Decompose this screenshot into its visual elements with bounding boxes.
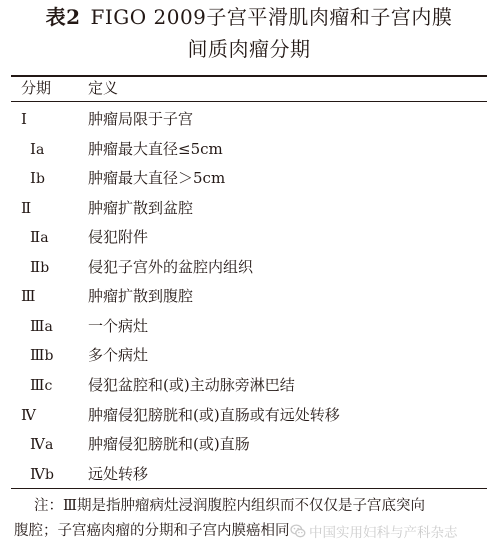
definition-cell: 肿瘤局限于子宫 [88,110,194,128]
table-bottom-rule [11,488,487,489]
table-header-rule [11,101,487,102]
stage-substage: a [44,318,53,335]
definition-cell: 肿瘤最大直径≤5cm [88,139,223,158]
table-row [0,286,498,316]
stage-cell [30,227,49,248]
stage-numeral: Ⅱ [30,257,41,276]
table-row [0,375,498,405]
stage-numeral: Ⅰ [21,110,27,128]
stage-substage: a [45,437,54,454]
stage-cell [21,286,35,306]
table-top-rule [11,75,487,77]
watermark-text: 中国实用妇科与产科杂志 [309,525,458,541]
watermark [290,519,458,543]
table-row [0,198,498,228]
table-title-line1: FIGO 2009子宫平滑肌肉瘤和子宫内膜 [90,5,453,29]
stage-numeral: Ⅱ [21,198,32,217]
definition-cell: 肿瘤侵犯膀胱和(或)直肠 [88,435,250,454]
table-title-line2: 间质肉瘤分期 [187,37,311,61]
stage-substage: b [40,259,50,276]
stage-cell [30,345,53,366]
definition-cell: 肿瘤扩散到盆腔 [88,198,194,217]
definition-cell: 肿瘤最大直径＞5cm [88,169,226,188]
stage-numeral: Ⅳ [21,405,36,424]
table-row [0,434,498,464]
stage-numeral: Ⅰ [30,169,36,188]
stage-numeral: Ⅳ [30,464,45,483]
stage-cell [30,139,44,160]
stage-numeral: Ⅲ [30,346,45,365]
definition-cell: 一个病灶 [88,316,149,335]
table-note-line1: 注：Ⅲ期是指肿瘤病灶浸润腹腔内组织而不仅仅是子宫底突向 [34,498,425,514]
stage-cell [21,405,36,425]
table-row [0,227,498,257]
header-definition: 定义 [88,79,119,97]
table-label: 表2 [45,5,81,29]
stage-substage: c [44,377,53,394]
definition-cell: 肿瘤侵犯膀胱和(或)直肠或有远处转移 [88,405,340,424]
stage-numeral: Ⅱ [30,228,41,247]
stage-cell [30,375,52,396]
stage-numeral: Ⅲ [30,375,45,394]
stage-cell [30,464,54,485]
stage-numeral: Ⅲ [21,287,36,306]
definition-cell: 侵犯附件 [88,228,149,247]
stage-substage: b [45,466,54,483]
stage-substage: b [44,348,54,365]
table-row [0,345,498,375]
table-caption [0,4,498,30]
stage-substage: a [35,141,45,158]
stage-cell [30,316,53,337]
stage-substage: b [35,171,45,188]
header-stage: 分期 [21,79,52,97]
stage-cell [30,257,49,278]
wechat-icon [290,523,306,539]
stage-cell [21,109,27,129]
table-row [0,405,498,435]
stage-numeral: Ⅲ [30,316,45,335]
definition-cell: 侵犯盆腔和(或)主动脉旁淋巴结 [88,375,295,394]
stage-numeral: Ⅰ [30,139,36,158]
definition-cell: 侵犯子宫外的盆腔内组织 [88,257,254,276]
stage-cell [30,434,53,455]
table-row [0,168,498,198]
definition-cell: 多个病灶 [88,346,149,365]
stage-substage: a [40,230,49,247]
table-row [0,316,498,346]
definition-cell: 肿瘤扩散到腹腔 [88,287,194,306]
stage-cell [21,198,31,218]
table-row [0,139,498,169]
stage-cell [30,168,45,189]
stage-numeral: Ⅳ [30,435,45,454]
table-row [0,257,498,287]
definition-cell: 远处转移 [88,464,149,483]
table-note-line2: 腹腔；子宫癌肉瘤的分期和子宫内膜癌相同 [14,523,290,539]
table-row [0,109,498,139]
